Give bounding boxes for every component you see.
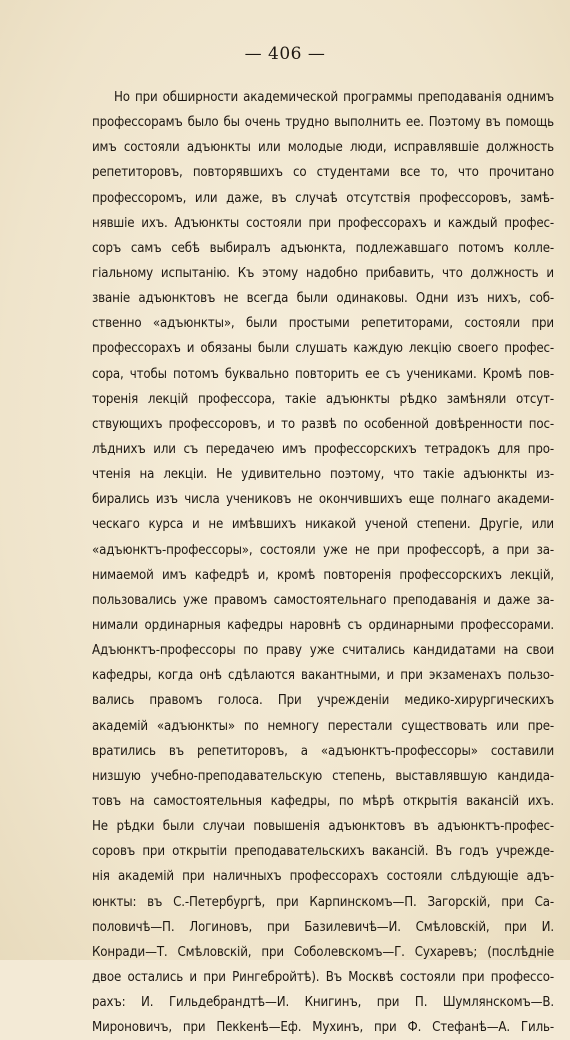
text-line: низшую учебно-преподавательскую степень, выставлявшую кандида- (92, 768, 554, 784)
text-line: Мироновичъ, при Пекkенѣ—Еф. Мухинъ, при Ф. Стефанѣ—А. Гиль- (92, 1020, 554, 1036)
text-line: профессорамъ было бы очень трудно выполнить ее. Поэтому въ помощь (92, 115, 554, 131)
text-line: Конради—Т. Смѣловскій, при Соболевскомъ—Г. Сухаревъ; (послѣдніе (92, 944, 554, 960)
text-line: «адъюнктъ-профессоры», состояли уже не при профессорѣ, а при за- (92, 542, 554, 558)
text-line: Адъюнктъ-профессоры по праву уже считались кандидатами на свои (92, 643, 554, 659)
body-text (92, 85, 554, 1040)
text-line: репетиторовъ, повторявшихъ со студентами все то, что прочитано (92, 165, 554, 181)
text-line: гіальному испытанію. Къ этому надобно прибавить, что должность и (92, 265, 554, 281)
text-line: торенія лекцій профессора, такіе адъюнкты рѣдко замѣняли отсут- (92, 391, 554, 407)
text-line: нимаемой имъ кафедрѣ и, кромѣ повторенія профессорскихъ лекцій, (92, 567, 554, 583)
text-line: рахъ: И. Гильдебрандтѣ—И. Книгинъ, при П. Шумлянскомъ—В. (92, 995, 554, 1011)
text-line: сора, чтобы потомъ буквально повторить ее съ учениками. Кромѣ пов- (92, 366, 554, 382)
text-line: вратились въ репетиторовъ, а «адъюнктъ-профессоры» составили (92, 743, 554, 759)
text-line: ческаго курса и не имѣвшихъ никакой ученой степени. Другіе, или (92, 517, 554, 533)
text-line: лѣднихъ или съ передачею имъ профессорскихъ тетрадокъ для про- (92, 441, 554, 457)
text-line: двое остались и при Рингебройтѣ). Въ Москвѣ состояли при профессо- (92, 969, 554, 985)
text-line: юнкты: въ С.-Петербургѣ, при Карпинскомъ—П. Загорскій, при Са- (92, 894, 554, 910)
text-line: профессорахъ и обязаны были слушать каждую лекцію своего профес- (92, 341, 554, 357)
text-line: нія академій при наличныхъ профессорахъ состояли слѣдующіе адъ- (92, 869, 554, 885)
text-line: половичѣ—П. Логиновъ, при Базилевичѣ—И. Смѣловскій, при И. (92, 919, 554, 935)
text-line: Не рѣдки были случаи повышенія адъюнктовъ въ адъюнктъ-профес- (92, 819, 554, 835)
text-line: товъ на самостоятельныя кафедры, по мѣрѣ открытія вакансій ихъ. (92, 793, 554, 809)
text-line: кафедры, когда онѣ сдѣлаются вакантными, и при экзаменахъ пользо- (92, 668, 554, 684)
text-line: пользовались уже правомъ самостоятельнаго преподаванія и даже за- (92, 592, 554, 608)
text-line: соръ самъ себѣ выбиралъ адъюнкта, подлежавшаго потомъ колле- (92, 240, 554, 256)
page-number: — 406 — (244, 44, 326, 64)
text-line: нимали ординарныя кафедры наровнѣ съ ординарными профессорами. (92, 617, 554, 633)
paper-speck (474, 925, 477, 928)
text-line: званіе адъюнктовъ не всегда были одинаковы. Одни изъ нихъ, соб- (92, 291, 554, 307)
text-line: академій «адъюнкты» по немногу перестали существовать или пре- (92, 718, 554, 734)
text-line: чтенія на лекціи. Не удивительно поэтому, что такіе адъюнкты из- (92, 467, 554, 483)
text-line: профессоромъ, или даже, въ случаѣ отсутствія профессоровъ, замѣ- (92, 190, 554, 206)
text-line: ственно «адъюнкты», были простыми репетиторами, состояли при (92, 316, 554, 332)
text-line: имъ состояли адъюнкты или молодые люди, исправлявшіе должность (92, 140, 554, 156)
text-line: бирались изъ числа учениковъ не окончившихъ еще полнаго академи- (92, 492, 554, 508)
text-line: вались правомъ голоса. При учрежденіи медико-хирургическихъ (92, 693, 554, 709)
text-line: нявшіе ихъ. Адъюнкты состояли при профессорахъ и каждый профес- (92, 215, 554, 231)
text-line: Но при обширности академической программы преподаванія однимъ (114, 90, 554, 105)
text-line: соровъ при открытіи преподавательскихъ вакансій. Въ годъ учрежде- (92, 844, 554, 860)
text-line: ствующихъ профессоровъ, и то развѣ по особенной довѣренности пос- (92, 416, 554, 432)
